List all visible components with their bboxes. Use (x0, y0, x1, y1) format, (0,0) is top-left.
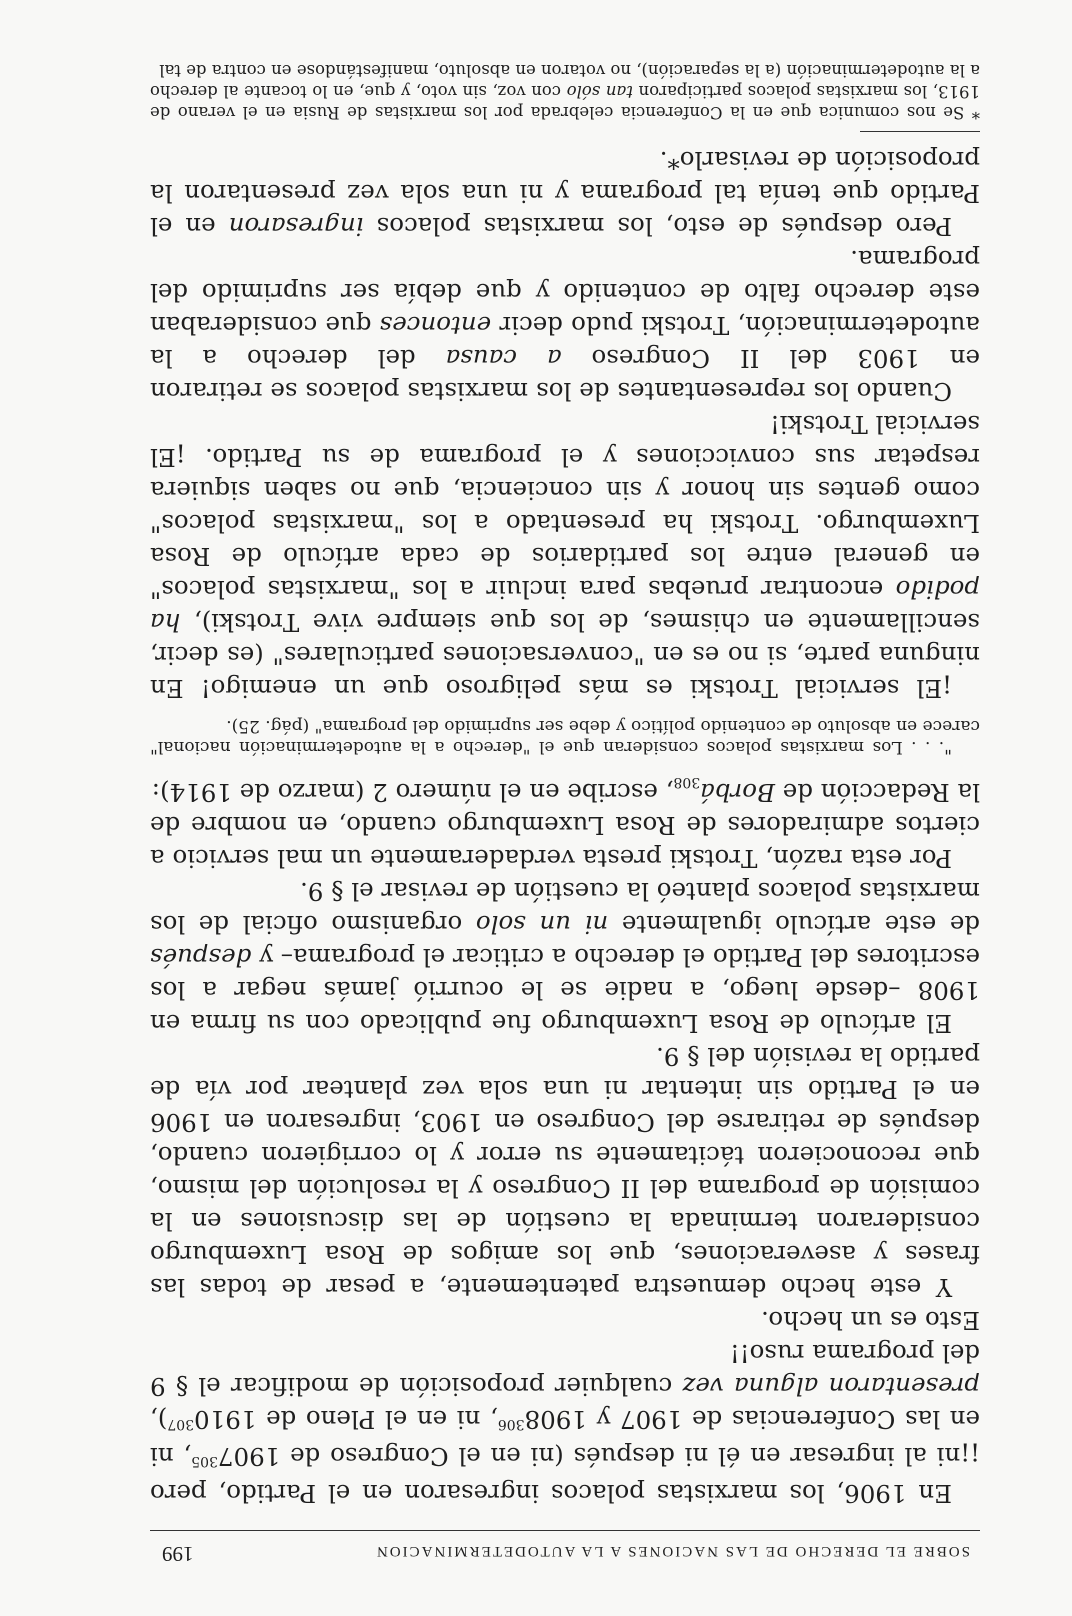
paragraph-8 (150, 144, 980, 243)
text-run: que consideraban este derecho falto de contenido y que debía ser suprimido del programa. (150, 244, 980, 340)
block-quote: ". . . Los marxistas polacos consideran que el "derecho a la autodeterminación nacional" carece en absoluto de contenido político y debe ser suprimido del programa" (pág. 25). (150, 715, 980, 757)
text-run: , ni en las Conferencias de 1907 y 1908 (150, 1404, 980, 1471)
book-page (150, 60, 980, 1566)
text-run: , ni en el Pleno de 1910 (194, 1404, 498, 1434)
text-run: En 1906, los marxistas polacos ingresaron en el Partido, pero ¡¡ni al ingresar en él ni después (ni en el Congreso de 1907 (150, 1441, 980, 1508)
text-run: con voz, sin voto, y que, en lo tocante al derecho a la autodeterminación (a la separación), no votaron en absoluto, manifestándose en contra de tal (149, 60, 980, 101)
emphasis: ingresaron (228, 211, 364, 241)
paragraph-6 (150, 408, 980, 705)
text-run: Por esta razón, Trotski presta verdaderamente un mal servicio a ciertos admiradores de Rosa Luxemburgo cuando, en nombre de la Redacción de (150, 777, 980, 873)
footnote-ref: 306 (497, 1415, 525, 1432)
footnote-divider (860, 131, 980, 132)
footnote-ref: 308 (673, 773, 701, 790)
footnote-ref: 305 (191, 1453, 218, 1469)
emphasis: a causa (445, 343, 562, 373)
text-run: del derecho a la autodeterminación, Trotski pudo decir (150, 310, 980, 373)
text-run: en el Partido que tenía tal programa y ni una sola vez presentaron la proposición de revisarlo*. (150, 145, 980, 241)
page-number: 199 (162, 1542, 194, 1566)
emphasis: tan sólo (566, 81, 633, 101)
running-header (150, 1530, 980, 1566)
paragraph-5 (150, 765, 980, 875)
emphasis: Borbá (700, 777, 775, 807)
paragraph-7 (150, 243, 980, 408)
paragraph-2: Esto es un hecho. (761, 1305, 980, 1335)
text-run: Pero después de esto, los marxistas polacos (363, 211, 952, 241)
text-run: ), (150, 1404, 168, 1434)
running-title: SOBRE EL DERECHO DE LAS NACIONES A LA AUTODETERMINACION (374, 1543, 970, 1559)
text-run: , escribe en el número 2 (marzo de 1914): (151, 777, 674, 807)
text-run: encontrar pruebas para incluir a los "marxistas polacos" en general entre los partidarios de cada artículo de Rosa Luxemburgo. Trotski ha presentado a los "marxistas polacos" como gentes sin honor y sin conciencia, que no saben siquiera respetar sus convicciones y el programa de su Partido. ¡El servicial Trotski! (150, 409, 980, 604)
emphasis: ha podido (150, 574, 980, 637)
emphasis: presentaron alguna vez (682, 1371, 980, 1401)
footnote (150, 60, 980, 123)
body-text (150, 60, 980, 1510)
text-run: ¡El servicial Trotski es más peligroso que un enemigo! En ninguna parte, si no es en "conversaciones particulares" (es decir, sencillamente en chismes, de los que siempre vive Trotski), (150, 607, 980, 703)
emphasis: ni un solo (475, 909, 609, 939)
text-run: * Se nos comunica que en la Conferencia celebrada por los marxistas de Rusia en el verano de 1913, los marxistas polacos participaron (150, 81, 980, 122)
emphasis: entonces (379, 310, 492, 340)
emphasis: después (150, 942, 252, 972)
text-run: Cuando los representantes de los marxistas polacos se retiraron en 1903 del II Congreso (150, 343, 980, 406)
footnote-ref: 307 (167, 1415, 195, 1432)
text-run: El artículo de Rosa Luxemburgo fue publicado con su firma en 1908 –desde luego, a nadie se le ocurrió jamás negar a los escritores del Partido el derecho a criticar el programa– y (150, 942, 980, 1038)
text-run: de este artículo igualmente (608, 909, 980, 939)
paragraph-4 (150, 875, 980, 1040)
paragraph-3: Y este hecho demuestra patentemente, a pesar de todas las frases y aseveraciones, que los amigos de Rosa Luxemburgo consideraron terminada la cuestión de las discusiones en la comisión de programa del II Congreso y la resolución del mismo, que reconocieron tácitamente su error y lo corrigieron cuando, después de retirarse del Congreso en 1903, ingresaron en 1906 en el Partido sin intentar ni una sola vez plantear por vía de partido la revisión del § 9. (150, 1041, 980, 1302)
paragraph-1 (150, 1337, 980, 1510)
text-run: cualquier proposición de modificar el § 9 del programa ruso!! (150, 1338, 980, 1401)
text-run: organismo oficial de los marxistas polacos planteó la cuestión de revisar el § 9. (150, 876, 980, 939)
